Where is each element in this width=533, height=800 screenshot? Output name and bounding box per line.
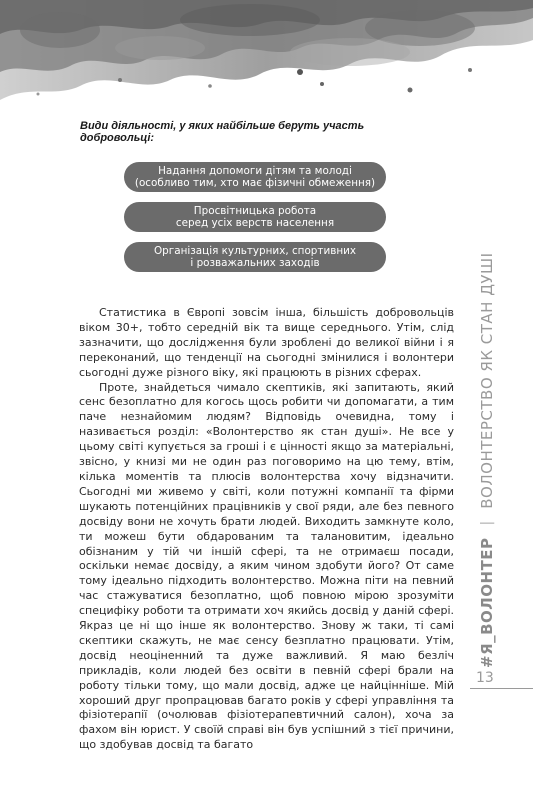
running-header-vertical — [472, 128, 502, 668]
body-text — [79, 306, 454, 753]
activities-diagram — [124, 162, 386, 282]
hashtag-label: #Я_ВОЛОНТЕР — [478, 537, 496, 668]
paragraph: Проте, знайдеться чимало скептиків, які запитають, який сенс безоплатно для когось щось робити чи допомагати, а тим паче незнайомим людям? Відповідь очевидна, тому і називається розділ: «Волонтерство як стан душі». Не все у цьому світі купується за гроші і є цінності якщо за матеріальні, звісно, у книзі ми не один раз поговоримо на цю тему, втім, кілька моментів та плюсів волонтерства хочу відзначити. Сьогодні ми живемо у світі, коли потужні компанії та фірми шукають потенційних працівників у свої ряди, але без певного досвіду вони не хочуть брати людей. Виходить замкнуте коло, ти можеш бути обдарованим та талановитим, ідеально обізнаним у тій чи іншій сфері, та не отримаєш посади, оскільки немає досвіду, а яким чином здобути його? От саме тому ідеально підходить волонтерство. Можна піти на певний час стажуватися безоплатно, щоб повною мірою зрозуміти специфіку роботи та отримати хоч якийсь досвід у даній сфері. Якраз це ні що інше як волонтерство. Знову ж таки, ті самі скептики скажуть, не має сенсу безплатно працювати. Утім, досвід неоціненний та дуже важливий. Я маю безліч прикладів, коли людей без освіти в певній сфері брали на роботу тільки тому, що мали досвід, адже це найцінніше. Мій хороший друг пропрацював багато років у сфері управління та фізіотерапії (очолював фізіотерапевтичний салон), хоча за фахом він юрист. У своїй справі він був успішний з тієї причини, що здобував досвід та багато — [79, 380, 454, 752]
activity-label-line: і розважальних заходів — [190, 257, 320, 269]
activity-label-line: (особливо тим, хто має фізичні обмеження) — [134, 177, 376, 189]
page-number: 13 — [476, 670, 494, 686]
activity-pill-events — [124, 242, 386, 272]
activity-label-line: Надання допомоги дітям та молоді — [158, 165, 352, 177]
separator: | — [479, 520, 495, 526]
page-number-rule — [470, 688, 533, 689]
header-watercolor-art — [0, 0, 533, 108]
activity-pill-education — [124, 202, 386, 232]
watercolor-illustration — [0, 0, 533, 108]
paragraph: Статистика в Європі зовсім інша, більшість добровольців віком 30+, тобто середній вік та вище середнього. Утім, слід зазначити, що дослідження були зроблені до великої війни і я переконаний, що тенденції на сьогодні змінилися і волонтери сьогодні дуже різного віку, які працюють в різних сферах. — [79, 306, 454, 379]
activity-label-line: серед усіх верств населення — [175, 217, 335, 229]
activity-label-line: Просвітницька робота — [193, 205, 317, 217]
activity-label-line: Організація культурних, спортивних — [153, 245, 357, 257]
diagram-caption: Види діяльності, у яких найбільше беруть участь добровольці: — [80, 120, 365, 144]
activity-pill-youth — [124, 162, 386, 192]
section-title: ВОЛОНТЕРСТВО ЯК СТАН ДУШІ — [478, 252, 496, 509]
